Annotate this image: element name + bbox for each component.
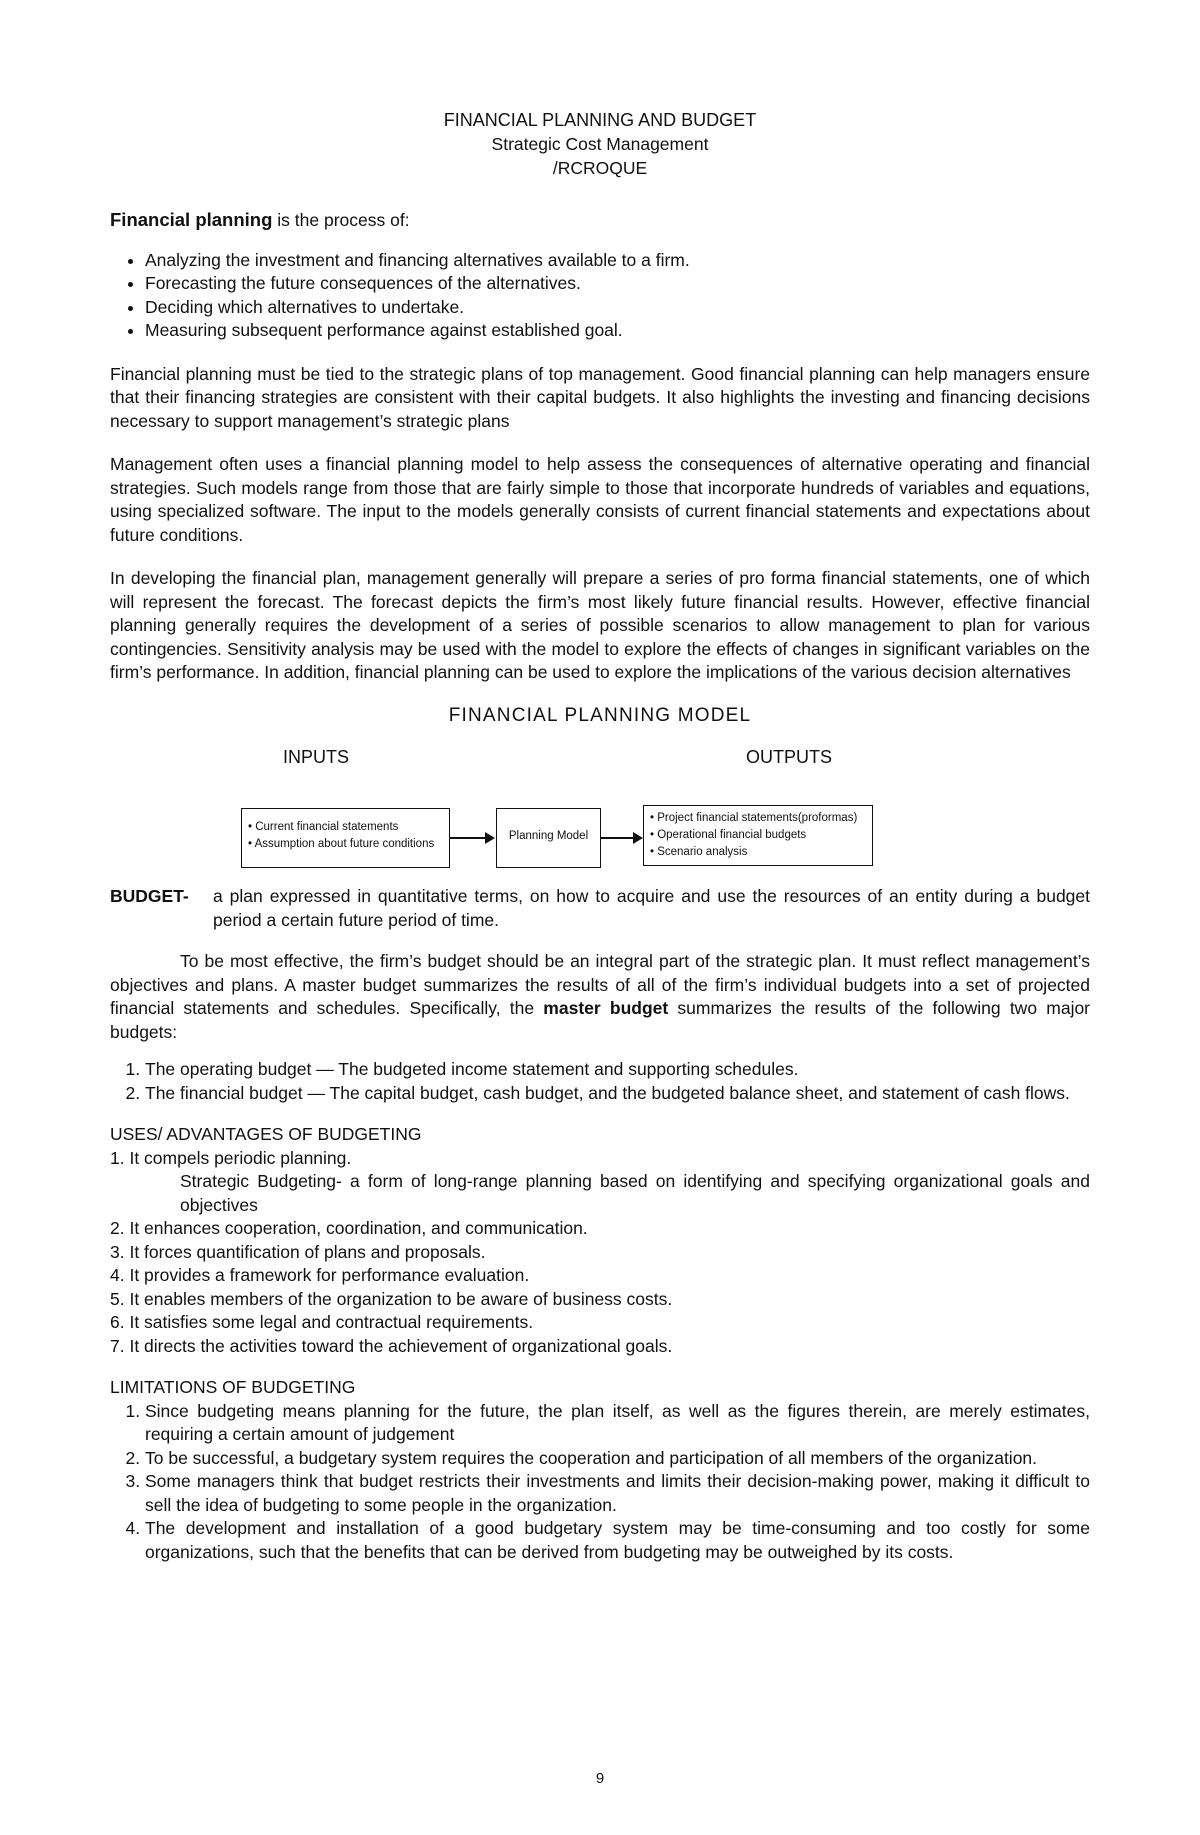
- output-item: • Operational financial budgets: [650, 829, 807, 841]
- budget-definition: [110, 885, 1090, 932]
- budget-term: BUDGET-: [110, 886, 189, 906]
- list-item: 6. It satisfies some legal and contractual requirements.: [110, 1312, 534, 1332]
- budget-definition-text: a plan expressed in quantitative terms, on how to acquire and use the resources of an entity during a budget period a certain future period of time.: [213, 886, 1090, 930]
- limitations-heading: LIMITATIONS OF BUDGETING: [110, 1377, 356, 1397]
- list-item: 2. To be successful, a budgetary system requires the cooperation and participation of all members of the organization.: [145, 1447, 1090, 1471]
- model-title: FINANCIAL PLANNING MODEL: [448, 704, 752, 726]
- list-item: 3. It forces quantification of plans and proposals.: [110, 1241, 486, 1262]
- planning-model-label: Planning Model: [508, 830, 589, 842]
- list-item: 5. It enables members of the organization to be aware of business costs.: [110, 1288, 673, 1309]
- input-item: • Assumption about future conditions: [248, 838, 435, 850]
- uses-list: [110, 1147, 1090, 1359]
- arrow-right-icon: [485, 832, 495, 844]
- list-item: 4. It provides a framework for performance evaluation.: [110, 1265, 530, 1285]
- list-item: 1. Since budgeting means planning for the future, the plan itself, as well as the figures therein, are merely estimates, requiring a certain amount of judgement: [145, 1400, 1090, 1447]
- limitations-list: [110, 1400, 1090, 1565]
- arrow-line: [450, 837, 488, 839]
- model-labels: [110, 735, 1090, 779]
- document-subtitle: Strategic Cost Management: [491, 134, 709, 154]
- intro-rest: is the process of:: [272, 210, 410, 230]
- list-item: 3. Some managers think that budget restricts their investments and limits their decision-making power, making it difficult to sell the idea of budgeting to some people in the organization.: [145, 1470, 1090, 1517]
- list-item: 2. The financial budget — The capital budget, cash budget, and the budgeted balance sheet, and statement of cash flows.: [145, 1082, 1090, 1106]
- planning-model-diagram: [110, 779, 1090, 879]
- list-item: • Forecasting the future consequences of the alternatives.: [145, 272, 1090, 296]
- output-item: • Project financial statements(proformas): [650, 812, 858, 824]
- page-content: [110, 108, 1090, 1564]
- planning-model-box: [496, 808, 601, 868]
- list-item: 1. The operating budget — The budgeted income statement and supporting schedules.: [145, 1058, 1090, 1082]
- master-budget-paragraph: [110, 950, 1090, 1044]
- paragraph-pro-forma: In developing the financial plan, management generally will prepare a series of pro forma financial statements, one of which will represent the forecast. The forecast depicts the firm’s most likely future financial results. However, effective financial planning generally requires the development of a series of possible scenarios to allow management to plan for various contingencies. Sensitivity analysis may be used with the model to explore the effects of changes in significant variables on the firm’s performance. In addition, financial planning can be used to explore the implications of the various decision alternatives: [110, 568, 1090, 682]
- list-item: 7. It directs the activities toward the achievement of organizational goals.: [110, 1335, 673, 1356]
- outputs-box: [643, 805, 873, 866]
- strategic-budgeting-note: Strategic Budgeting- a form of long-range planning based on identifying and specifying organizational goals and objectives: [180, 1171, 1090, 1215]
- arrow-line: [601, 837, 635, 839]
- output-item: • Scenario analysis: [650, 846, 748, 858]
- document-title: FINANCIAL PLANNING AND BUDGET: [443, 110, 757, 130]
- planning-steps-list: [110, 249, 1090, 343]
- outputs-label: OUTPUTS: [746, 747, 833, 767]
- arrow-right-icon: [633, 832, 643, 844]
- document-author: /RCROQUE: [552, 158, 648, 178]
- list-item: 2. It enhances cooperation, coordination, and communication.: [110, 1218, 588, 1238]
- paragraph-strategic-plans: Financial planning must be tied to the strategic plans of top management. Good financial planning can help managers ensure that their financing strategies are consistent with their capital budgets. It also highlights the investing and financing decisions necessary to support management’s strategic plans: [110, 363, 1090, 431]
- list-item: • Measuring subsequent performance against established goal.: [145, 319, 1090, 343]
- master-text-before: To be most effective, the firm’s budget should be an integral part of the strategic plan. It must reflect management’s objectives and plans. A master budget summarizes the results of all of the firm’s individual budgets into a set of projected financial statements and schedules. Specifically, the: [110, 951, 1090, 1018]
- document-header: [110, 108, 1090, 180]
- input-item: • Current financial statements: [248, 821, 399, 833]
- inputs-box: [241, 808, 450, 868]
- page-number: 9: [595, 1770, 605, 1787]
- inputs-label: INPUTS: [283, 747, 350, 767]
- intro-term: Financial planning: [110, 209, 273, 230]
- list-item: 4. The development and installation of a good budgetary system may be time-consuming and too costly for some organizations, such that the benefits that can be derived from budgeting may be outweighed by its costs.: [145, 1517, 1090, 1564]
- major-budgets-list: [110, 1058, 1090, 1105]
- list-item: • Analyzing the investment and financing alternatives available to a firm.: [145, 249, 1090, 273]
- list-item: • Deciding which alternatives to undertake.: [145, 296, 1090, 320]
- list-item: 1. It compels periodic planning.: [110, 1147, 352, 1168]
- master-text-after: summarizes the results of the following two major budgets:: [110, 998, 1091, 1042]
- intro-line: [110, 208, 1090, 233]
- paragraph-planning-model: Management often uses a financial planning model to help assess the consequences of alternative operating and financial strategies. Such models range from those that are fairly simple to those that incorporate hundreds of variables and equations, using specialized software. The input to the models generally consists of current financial statements and expectations about future conditions.: [110, 454, 1090, 545]
- master-budget-term: master budget: [543, 998, 669, 1018]
- uses-heading: USES/ ADVANTAGES OF BUDGETING: [110, 1124, 422, 1144]
